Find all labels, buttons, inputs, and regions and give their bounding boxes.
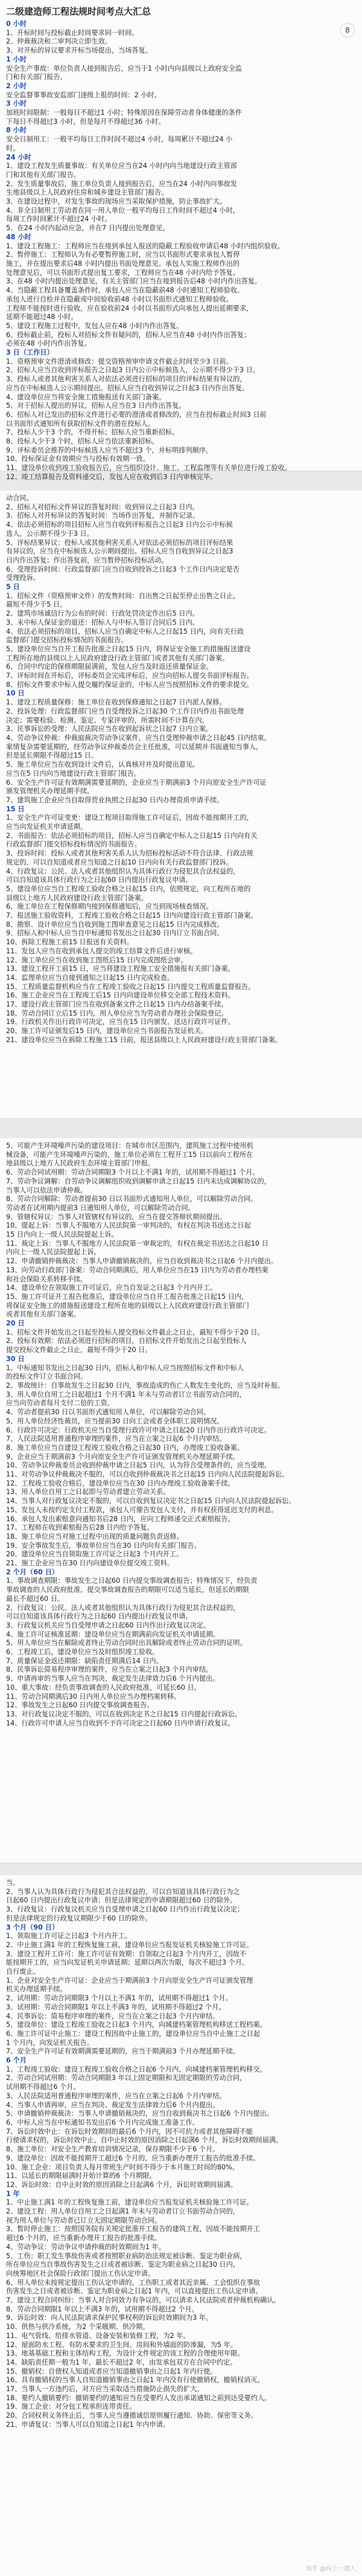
- text-line: 应当在中标候选人公示期间提出。招标人应当自收到异议之日起3 日内作出答复。: [6, 384, 249, 392]
- text-line: 生地县级以上人民政府住房和城乡建设主管部门报告。: [6, 188, 168, 197]
- text-line: 18、劳动合同订立后15 日内，用人单位应当为劳动者办理社会保险登记。: [6, 1009, 228, 1017]
- text-line: 日内作出答复；作出答复前，应当暂停招标投标活动。: [6, 556, 168, 564]
- text-line: 监督部门提交招标投标情况的书面报告。: [6, 636, 128, 645]
- text-line: 行使请求权的，诉讼时效中止。自中止时效的原因消除之日起满6 个月，诉讼时效期间届满。: [6, 2136, 283, 2145]
- page-3-lines: [6, 1142, 356, 1728]
- text-line: 16、具有撤销权的当事人自知道撤销事由之日起1 年内没有行使撤销权，撤销权消灭。: [6, 2376, 264, 2384]
- text-line: 4、建设单位应当将安全施工措施报送有关部门备案。: [6, 393, 166, 401]
- text-line: 11、劳动合同期满后30 日内用人单位应当办理档案转移。: [6, 1692, 181, 1701]
- text-line: 17、建设行政主管部门应当在收到备案文件之日起15 日内办结备案手续。: [6, 1000, 228, 1009]
- text-line: 5、在24 小时内起动应急，并在7 日内提出处理意见。: [6, 224, 170, 233]
- text-line: 最长不超过60 日。: [6, 1594, 65, 1603]
- text-line: 1、建设工程施工：工程师应当在接到承包人报送的隐蔽工程验收申请后48 小时内组织验收。: [6, 242, 285, 250]
- text-line: 5、用人单位经济性裁员，应当提前30 日向工会或者全体职工说明情况。: [6, 1417, 224, 1425]
- text-line: 1、资格预审文件澄清或修改：提交资格预审申请文件截止时间至少3 日前。: [6, 357, 233, 365]
- text-line: 3、行政复议机关应当自受理申请之日起60 日内作出行政复议决定。: [6, 1621, 211, 1629]
- text-line: 20、合同权利义务终止后，当事人应当遵循诚信原则履行通知、协助、保密等义务。: [6, 2412, 258, 2420]
- text-line: 1、安全生产许可证变更：建设工程项目取得施工许可证后，因故不能按期开工的，: [6, 814, 253, 822]
- text-line: 3、暂时停止施工：按照国务院有关规定批准开工报告的建筑工程，因故不能按期开工: [6, 2225, 261, 2233]
- text-line: 但是法律规定的行政复议期限少于60 日的除外。: [6, 1914, 152, 1922]
- text-line: 3、在建设过程中，对发生事故的现场应当采取保护措施，防止事故扩大。: [6, 198, 227, 206]
- text-line: 可以自知道该具体行政行为之日起60 日内提出行政复议申请。: [6, 1612, 192, 1621]
- text-line: 8、施工单位应当自建设工程竣工验收合格之日起30 日内，办理竣工验收备案。: [6, 1443, 244, 1452]
- text-line: 5、建设单位：建设工程竣工验收之日起3 个月内，向城建档案管理机构移送工程档案。: [6, 2021, 267, 2029]
- text-line: 最短不得少于5 日。: [6, 601, 67, 609]
- text-line: 械设备，可能产生环境噪声污染的，施工单位必须在工程开工15 日以前向工程所在: [6, 1150, 253, 1159]
- text-line: 机关办理延期手续。: [6, 1985, 67, 1994]
- text-line: 9、申请再审的当事人应当在判决、裁定发生法律效力后6 个月内提出。: [6, 1675, 220, 1683]
- section-heading: 0 小时: [6, 20, 27, 28]
- document-page-3: [0, 1138, 362, 1863]
- text-line: 11、电气管线、给排水管道、设备安装和装修工程，为2 年。: [6, 2331, 190, 2340]
- text-line: 10、施工企业：项目负责人每月带班生产时间不得少于本月施工时间的80%。: [6, 2163, 239, 2171]
- text-line: 延期不能超过48 小时。: [6, 313, 78, 321]
- text-line: 7、质量保证金返还期限：缺陷责任期满后14 日内。: [6, 1657, 163, 1665]
- text-line: 12、竣工结算报告及资料递交后，发包人应在收到后3 日内审核完毕。: [6, 472, 217, 481]
- section-heading: 15 日: [6, 805, 25, 813]
- text-line: 9、诉讼时效：向人民法院请求保护民事权利的诉讼时效期间为3 年。: [6, 2314, 213, 2322]
- text-line: 有异议的，应当在中标候选人公示期间提出。招标人应当自收到异议之日起3: [6, 547, 233, 556]
- text-line: 3、民事诉讼的受理：人民法院应当在收到起诉状之日起7 日内立案。: [6, 725, 213, 733]
- page-1-lines: [6, 20, 356, 482]
- text-line: 21、施工企业应当在30 日内向建设单位提交竣工资料。: [6, 1559, 174, 1568]
- text-line: 颁发管理机关办理延期手续。: [6, 787, 94, 796]
- text-line: 8、勘察、设计单位应当自收到施工图审查意见之日起15 日内完成修改。: [6, 920, 224, 929]
- text-line: 工程师不能按时进行验收，应在验收前24 小时以书面形式向承包人提出延期要求，: [6, 304, 253, 312]
- text-line: 11、对劳动争议仲裁裁决不服的，可以自收到仲裁裁决书之日起15 日内向人民法院提起诉讼。: [6, 1470, 289, 1479]
- text-line: 地县级以上地方人民政府生态环境主管部门申报。: [6, 1159, 155, 1168]
- page-number-badge[interactable]: 8: [340, 23, 355, 37]
- text-line: 时。: [6, 144, 20, 152]
- text-line: 11、以延长的期限届满时开始计算的6 个月期限。: [6, 2172, 156, 2180]
- text-line: 3、投诉时间：投标人或者其他利害关系人认为招标投标活动不符合法律、行政法规: [6, 849, 253, 858]
- text-line: 当。: [6, 1879, 20, 1887]
- section-heading: 1 小时: [6, 55, 27, 63]
- text-line: 必须在48 小时内作出答复。: [6, 340, 91, 348]
- text-line: 3、行政复议：行政复议机关应当自受理申请之日起60 日内作出行政复议决定；: [6, 1905, 244, 1914]
- text-line: 2、劳动合同试用期：劳动合同期限3 年以上固定期限和无固定期限的劳动合同，: [6, 2074, 247, 2082]
- text-line: 7、报送施工验收资料，工程竣工验收合格之日起15 日内向建设行政主管部门备案。: [6, 912, 258, 920]
- text-line: 8、民事诉讼简易程序审理的案件，应当在立案之日起3 个月内审结。: [6, 1666, 213, 1674]
- text-line: 12、申请撤销仲裁裁决：当事人申请撤销裁决的，应当自收到裁决书之日起6 个月内提出。: [6, 1257, 278, 1266]
- text-line: 2、建设工程：用人单位自用工之日起满1 年未与劳动者订立书面劳动合同的，: [6, 2207, 240, 2216]
- text-line: 7、诉讼时效中止：在诉讼时效期间的最后6 个月内，因不可抗力或者其他障碍不能: [6, 2127, 253, 2136]
- text-line: 2、发生质量事故后，施工单位负责人接到报告后，应当在24 小时内向事故发: [6, 179, 237, 188]
- text-line: 1、招标文件（资格预审文件）的发售时间：自出售之日起至停止出售之日止，: [6, 591, 240, 600]
- document-page-4: [0, 1875, 362, 2576]
- text-line: 11、建设单位收到竣工验收报告后，应当组织设计、施工、工程监理等有关单位进行竣工验收。: [6, 464, 291, 472]
- text-line: 和社会保险关系转移手续。: [6, 1275, 87, 1283]
- text-line: 2、中止施工满1 年的工程恢复施工前，建设单位应当报发证机关核验施工许可证。: [6, 1940, 253, 1949]
- text-line: 3、在48 小时内提出处理意见，有关主管部门应当在接到报告后48 小时内作出答复。: [6, 277, 262, 286]
- text-line: 21、建设单位应当在拆除工程施工15 日前，报送县级以上人民政府建设行政主管部门备案。: [6, 1035, 282, 1044]
- text-line: 12、事故发生之日起60 日内提交事故调查报告。: [6, 1701, 154, 1710]
- text-line: 20、施工许可证颁发后15 日内，建设单位应当书面报告发证机关。: [6, 1027, 208, 1035]
- text-line: 事故调查的人民政府批准，提交事故调查报告的期限可以适当延长，但延长的期限: [6, 1586, 249, 1594]
- text-line: 11、裁定上诉：当事人不服地方人民法院第一审裁定的，有权在裁定书送达之日起10 日: [6, 1239, 268, 1248]
- text-line: 14、行政许可申请人应当自收到不予许可决定之日起60 日内申请行政复议。: [6, 1719, 235, 1727]
- text-line: 2、行政复议：公民、法人或者其他组织认为具体行政行为侵犯其合法权益的，: [6, 1603, 240, 1612]
- text-line: 10、投标保证金有效期应当与投标有效期一致。: [6, 455, 150, 463]
- text-line: 劳动者在试用期内提前3 日通知用人单位，可以解除劳动合同。: [6, 1203, 195, 1212]
- text-line: 动合同。: [6, 494, 33, 502]
- text-line: 4、当隐蔽工程具备覆盖条件时，承包人应当在隐蔽前48 小时通知工程师验收。: [6, 286, 244, 295]
- text-line: 内向上一级人民法院提起上诉。: [6, 1248, 101, 1257]
- text-line: 7、评标时间在开标后，评标委员会完成评标后，应当向招标人提交书面评标报告。: [6, 672, 253, 680]
- text-line: 4、当事人申请再审，应当在判决、裁定发生法律效力后6 个月内提出。: [6, 2101, 220, 2109]
- section-heading: 2 小时: [6, 82, 27, 90]
- text-line: 3、用人单位自用工之日起超过1 个月不满1 年未与劳动者订立书面劳动合同的，: [6, 1390, 246, 1399]
- text-line: 2、招标人对招标文件异议的答复时间：收到异议之日起3 日内。: [6, 503, 199, 511]
- section-heading: 2 个月（60 日）: [6, 1568, 59, 1576]
- text-line: 19、施工企业：对分包工程承担连带责任。: [6, 2403, 136, 2411]
- text-line: 3、对开标的异议要求开标当场提出，当场答复。: [6, 47, 153, 55]
- text-line: 18、施工单位应当对施工过程中出现的质量问题负责返修。: [6, 1532, 183, 1541]
- text-line: 10、供热与供冷系统，为2 个采暖期、供冷期。: [6, 2323, 150, 2331]
- text-line: 5、用人单位应当在解除或者终止劳动合同时出具解除或者终止劳动合同的证明。: [6, 1639, 247, 1647]
- text-line: 2、投标有效期：依法必须进行招标的项目，自招标文件开始发出之日起至投标人: [6, 1337, 247, 1345]
- text-line: 5、建设单位应当自开工报告批准之日起15 日内，将保证安全施工的措施报送建设: [6, 645, 251, 653]
- page-2-lines: [6, 494, 356, 1045]
- text-line: 6、安全生产许可证有效期满需要延期的，企业应当于期满前3 个月向原安全生产许可证: [6, 778, 267, 787]
- text-line: 每周工作时间累计不超过24 小时。: [6, 215, 112, 224]
- text-line: 12、诉讼时效：自中止时效的原因消除之日起满6 个月，诉讼时效期间届满。: [6, 2180, 237, 2189]
- document-page-2: [0, 491, 362, 1119]
- text-line: 13、对行政复议决定不服的，可以在收到决定书之日起15 日内提起行政诉讼。: [6, 1710, 242, 1718]
- text-line: 4、行政复议：公民、法人或者其他组织认为具体行政行为侵犯其合法权益的，: [6, 867, 240, 875]
- text-line: 16、承包人发出索赔意向通知书后28 日内，应向工程师递交正式索赔报告。: [6, 1515, 235, 1523]
- text-line: 下每日不得超过3 小时，但是每月不得超过36 小时。: [6, 117, 165, 126]
- text-line: 1 个月内，向发证机关报告。: [6, 2038, 94, 2047]
- text-line: 加班时间限制：一般每日不超过1 小时；特殊原因在保障劳动者身体健康的条件: [6, 109, 243, 117]
- text-line: 2、仲裁裁决和二审判决立即生效。: [6, 37, 112, 46]
- text-line: 6、投标截止前，投标人对招标文件有疑问的，招标人应当在48 小时内作出答复；: [6, 330, 251, 339]
- text-line: 4、施工许可证核准延期：建设单位应当在期满前向发证机关申请延期。: [6, 1630, 220, 1638]
- text-line: 案情复杂需要延期的，经劳动争议仲裁委员会主任批准，可以延期并书面通知当事人，: [6, 742, 263, 751]
- text-line: 8、投标人少于3 个时，招标人应当依法重新招标。: [6, 437, 159, 446]
- text-line: 5、工伤：职工发生事故伤害或者按照职业病防治法规定被诊断、鉴定为职业病，: [6, 2252, 247, 2260]
- text-line: 应当在5 日内向当地建设行政主管部门报告。: [6, 769, 141, 778]
- text-line: 17、当事人一方违约后，对方应当采取适当措施防止损失的扩大。: [6, 2385, 204, 2394]
- text-line: 6、施工许可证中止施工：建设工程因故中止施工的，建设单位应当自中止施工之日起: [6, 2029, 261, 2038]
- text-line: 18、要约人撤销要约：撤销要约的通知应当在受要约人发出承诺通知之前到达受要约人。: [6, 2394, 272, 2402]
- text-line: 7、建设工程合同纠纷：当事人对合同效力有争议的，可以请求人民法院或者仲裁机构确认。: [6, 2296, 281, 2305]
- text-line: 4、民事诉讼：简易程序审理的案件，应当在立案之日起3 个月内审结。: [6, 2012, 220, 2020]
- text-line: 14、当事人对行政复议决定不服的，可以自收到复议决定书之日起15 日内向人民法院提起诉讼。: [6, 1497, 296, 1505]
- text-line: 1、中标通知书发出之日起30 日内，招标人和中标人应当按照招标文件和中标人: [6, 1364, 244, 1372]
- text-line: 10、拆除工程施工前15 日报送有关资料。: [6, 938, 134, 947]
- text-line: 13、用人单位自用工之日起即与劳动者建立劳动关系。: [6, 1488, 170, 1496]
- text-line: 5、建设单位应当自工程竣工验收合格之日起15 日内，依照规定，向工程所在地的: [6, 884, 251, 893]
- text-line: 1、建设工程质量保修：施工单位在收到保修通知之日起7 日内派人保修。: [6, 698, 226, 707]
- text-line: 13、地基基础工程和主体结构工程，为设计文件规定的该工程的合理使用年限。: [6, 2349, 244, 2358]
- text-line: 9、企业应当于期满前3 个月向原安全生产许可证颁发管理机关办理延期手续。: [6, 1452, 240, 1461]
- text-line: 自行废止。: [6, 1968, 40, 1976]
- text-line: 2、书面报告：依法必须招标的项目，招标人应当自确定中标人之日起15 日内向有关: [6, 831, 258, 840]
- text-line: 5、评标结果异议：投标人或其他利害关系人对依法必须招标的项目评标结果: [6, 538, 233, 547]
- text-line: 9、招标人和中标人应当自中标通知书发出之日起30 日内订立书面合同。: [6, 929, 224, 938]
- text-line: 7、安全生产许可证有效期满需要延期的，应当于期满前3 个月办理延期手续。: [6, 2047, 240, 2056]
- text-line: 4、劳动争议：劳动争议申请仲裁的时效期间为1 年。: [6, 2243, 165, 2251]
- text-line: 9、管辖权异议：当事人对管辖权有异议的，应当在提交答辩状期间提出。: [6, 1212, 227, 1221]
- text-line: 12、屋面防水工程、有防水要求的卫生间、房间和外墙面的防渗漏，为5 年。: [6, 2340, 237, 2349]
- text-line: 县级以上地方人民政府建设行政主管部门备案。: [6, 894, 148, 902]
- text-line: 8、劳动合同解除：劳动者提前30 日以书面形式通知用人单位，可以解除劳动合同。: [6, 1195, 258, 1203]
- text-line: 1、事故调查期限：事故发生之日起60 日内提交事故调查报告；特殊情况下，经负责: [6, 1577, 258, 1585]
- text-line: 3、建设工程开工许可：施工许可证有效期：自领取之日起3 个月内开工，因故不: [6, 1950, 247, 1958]
- text-line: 超过6 个月的，应当重新办理开工报告的批准手续。: [6, 2234, 161, 2243]
- text-line: 安全监督事事故安监部门逐级上报的时间：2 小时。: [6, 91, 161, 99]
- text-line: 门和有关部门报告。: [6, 73, 67, 82]
- text-line: 5、对于招标人提出的异议，招标人应当在3 日内作出答复。: [6, 402, 186, 410]
- text-line: 3、试用期：劳动合同期限1 年以上不满3 年的，试用期不得超过2 个月。: [6, 2003, 226, 2011]
- text-line: 4、劳动者提前30 日以书面形式通知用人单位，可以解除劳动合同。: [6, 1408, 211, 1417]
- text-line: 2、招标人应当自收到评标报告之日起3 日内公示中标候选人，公示期不得少于3 日。: [6, 366, 260, 375]
- section-heading: 6 个月: [6, 2056, 27, 2065]
- text-line: 6、用人单位未按规定提出工伤认定申请的，工伤职工或者其近亲属、工会组织在事故: [6, 2278, 261, 2287]
- text-line: 以书面形式通知所有获取招标文件的潜在投标人。: [6, 419, 155, 428]
- text-line: 受理投诉。: [6, 574, 40, 582]
- text-line: 21、申请复议：当事人可以自知道之日起1 年内申请。: [6, 2420, 170, 2429]
- text-line: 门和其他有关部门报告。: [6, 170, 81, 179]
- text-line: 能按期开工的，应当向发证机关申请延期；延期以两次为限，每次不超过3 个月。: [6, 1959, 249, 1967]
- text-line: 可以自知道该具体行政行为之日起60 日内提出行政复议申请。: [6, 876, 192, 884]
- text-line: 或者其他有关部门备案。: [6, 1310, 81, 1319]
- section-heading: 5 日: [6, 583, 20, 591]
- text-line: 2、事故统计：自事故发生之日起30 日内，事故造成的伤亡人数发生变化的，应当及时补报。: [6, 1381, 285, 1389]
- text-line: 5、施工单位应当在收到设计文件后，认真核对并及时提出意见。: [6, 761, 200, 769]
- text-line: 应当向劳动者每月支付二倍的工资。: [6, 1399, 115, 1408]
- text-line: 4、非全日制用工劳动者在同一用人单位一般平均每日工作时间不超过4 小时，: [6, 206, 240, 214]
- text-line: 8、施工单位：对安全生产教育培训情况记录，保存期限不少于6 个月。: [6, 2145, 220, 2154]
- text-line: 当事人可以依法申请仲裁。: [6, 1186, 87, 1194]
- text-line: 6、工程竣工后，建设单位应当及时组织竣工验收。: [6, 1648, 159, 1657]
- text-line: 15、撤销权：自债权人知道或者应当知道撤销事由之日起1 年内行使。: [6, 2367, 217, 2375]
- text-line: 选人，公示期不得少于3 日。: [6, 529, 94, 538]
- text-line: 4、依法必须招标的项目，招标人应当自确定中标人之日起15 日内，向有关行政: [6, 627, 244, 636]
- text-line: 试用期不得超过6 个月。: [6, 2083, 80, 2091]
- section-heading: 3 个月（90 日）: [6, 1923, 59, 1931]
- text-line: 7、人民法院适用普通程序审理的案件，应当在立案之日起6 个月内审结。: [6, 1435, 226, 1443]
- text-line: 5、申请撤销仲裁裁决：当事人申请撤销裁决的，应当自收到裁决书之日起6 个月内提出。: [6, 2110, 273, 2118]
- text-line: 8、劳动合同期限1 年以上不满3 年的，试用期不得超过2 个月。: [6, 2305, 198, 2313]
- text-line: 行政监督部门提交招标投标情况的书面报告。: [6, 840, 141, 849]
- text-line: 2、当事人认为具体行政行为侵犯其合法权益的，可以自知道该具体行政行为之: [6, 1887, 240, 1896]
- section-heading: 30 日: [6, 1354, 25, 1363]
- text-line: 13、向劳动行政部门备案：劳动合同期满后，用人单位应当在15 日内为劳动者办理档案: [6, 1266, 268, 1274]
- text-line: 10、重大事故：经负责事故调查的人民政府批准，可延长60 日。: [6, 1683, 201, 1692]
- text-line: 5、建设工程施工过程中，发包人应在48 小时内作出答复。: [6, 321, 183, 330]
- text-line: 9、建设单位：因故不能按期开工超过6 个月的，应当重新办理开工报告的批准手续。: [6, 2154, 260, 2162]
- text-line: 安全生产事故：单位负责人接到报告后，应当于1 小时内向县级以上政府安全监: [6, 64, 243, 72]
- text-line: 6、合同中约定的保修期限届满前，发包人应当及时返还质量保证金。: [6, 663, 213, 671]
- text-line: 15、发包人未按约定支付工程款，承包人可催告发包人支付，并有权获得延迟支付的利息。: [6, 1505, 278, 1514]
- text-line: 应当向发证机关申请延期。: [6, 823, 87, 831]
- text-line: 所在单位应当自事故伤害发生之日或者被诊断、鉴定为职业病之日起30 日内，: [6, 2261, 240, 2269]
- page-4-lines: [6, 1879, 356, 2430]
- text-line: 4、劳动争议仲裁：仲裁庭裁决劳动争议案件，应当自受理仲裁申请之日起45 日内结束。: [6, 733, 271, 742]
- text-line: 2、建筑市场诚信行为公布的时间：行政处罚决定作出后5 日内。: [6, 610, 199, 618]
- text-line: 1、招标文件开始发出之日起至投标人提交投标文件截止之日止，最短不得少于20 日。: [6, 1328, 264, 1336]
- text-line: 16、施工企业应当在工程竣工后15 日内向建设单位移交全部工程技术资料。: [6, 991, 235, 1000]
- text-line: 3、投标人或者其他利害关系人对依法必须进行招标的项目的评标结果有异议的，: [6, 375, 247, 384]
- text-line: 1、工程竣工验收：建设工程竣工验收合格之日起6 个月内，向城建档案管理机构移交。: [6, 2065, 267, 2073]
- text-line: 1、中止施工满1 年的工程恢复施工前，建设单位应当报发证机关核验施工许可证。: [6, 2198, 253, 2207]
- text-line: 10、提起上诉：当事人不服地方人民法院第一审判决的，有权在判决书送达之日起: [6, 1222, 251, 1230]
- text-line: 13、建设工程开工前15 日，应当将建设工程施工安全措施报有关部门备案。: [6, 965, 235, 973]
- text-line: 6、受理投诉时间：行政监督部门应当自收到投诉之日起3 个工作日内决定是否: [6, 565, 240, 573]
- text-line: 但是延长期限不得超过15 日。: [6, 752, 98, 760]
- text-line: 15 日内向上一级人民法院提起上诉。: [6, 1231, 118, 1239]
- text-line: 19、安全事故发生后，事故单位应当在30 日内向有关部门报告。: [6, 1541, 201, 1550]
- text-line: 安全日制用工：一般平均每日工作时间不超过4 小时，每周累计不超过24 小: [6, 135, 233, 144]
- section-heading: 8 小时: [6, 126, 27, 135]
- text-line: 14、监理单位应当自接到通知之日起15 日内完成检查。: [6, 973, 174, 982]
- text-line: 12、施工单位应当在收到施工图纸后15 日内完成图纸会审。: [6, 956, 188, 964]
- text-line: 6、劳动合同试用期：劳动合同期限3 个月以上不满1 年的，试用期不得超过1 个月。: [6, 1168, 259, 1177]
- section-heading: 24 小时: [6, 153, 31, 161]
- document-page-1: [0, 0, 362, 481]
- text-line: 视为用人单位与劳动者已订立无固定期限劳动合同。: [6, 2216, 162, 2224]
- text-line: 1、领取施工许可证之日起3 个月内开工。: [6, 1932, 132, 1940]
- text-line: 的投标文件订立书面合同。: [6, 1373, 87, 1381]
- text-line: 6、施工单位在工程保修期内接到保修通知后，应当到现场核查情况。: [6, 903, 213, 911]
- document-title: 二级建造师工程法规时间考点大汇总: [6, 6, 151, 17]
- text-line: 承包人进行自检并在隐蔽或中间验收前48 小时以书面形式通知工程师验收。: [6, 295, 233, 303]
- text-line: 7、建筑施工企业应当自取得营业执照之日起30 日内办理资质申请手续。: [6, 796, 224, 804]
- text-line: 2、试用期：劳动合同期限3 个月以上不满1 年的，试用期不得超过1 个月。: [6, 1994, 232, 2003]
- text-line: 4、依法必须招标的项目招标人应当自收到评标报告之日起3 日内公示中标候: [6, 521, 233, 529]
- watermark: 知乎 @向上一建人: [305, 2566, 356, 2572]
- text-line: 决定；需要检验、检测、鉴定、专家评审的，所需时间不计算在内。: [6, 716, 209, 724]
- text-line: 规定的，可以自知道或者应当知道之日起10 日内向有关行政监督部门投诉。: [6, 858, 233, 866]
- section-heading: 20 日: [6, 1319, 25, 1328]
- text-line: 1、开标时间与投标截止时间要求同一时间。: [6, 28, 139, 37]
- text-line: 1、建设工程发生质量事故：有关单位应当在24 小时内向当地建设行政主管部: [6, 162, 237, 170]
- text-line: 1、企业对安全生产许可证：企业应当于期满前3 个月向原安全生产许可证颁发管理: [6, 1976, 253, 1985]
- text-line: 12、工程竣工验收合格后，建设单位应当在30 日内办理竣工验收备案手续。: [6, 1479, 235, 1487]
- text-line: 向统筹地区社会保险行政部门提出工伤认定申请。: [6, 2269, 155, 2278]
- text-line: 3、未中标人保证金的退还：招标人与中标人签订合同后5 日内。: [6, 618, 199, 626]
- text-line: 6、行政许可决定：行政机关应当自受理行政许可申请之日起20 日内作出行政许可决定。: [6, 1426, 271, 1434]
- text-line: 3、人民法院适用普通程序审理的案件，应当在立案之日起6 个月内审结。: [6, 2091, 226, 2100]
- text-line: 7、劳动争议调解：自劳动争议调解组织收到调解申请之日起15 日内未达成调解协议的，: [6, 1177, 271, 1185]
- section-heading: 48 小时: [6, 233, 31, 241]
- text-line: 3、招标人对开标异议的答复时间：当场作出答复，并制作记录。: [6, 512, 200, 520]
- text-line: 14、建设单位在领取施工许可证后，应当自发证之日起3 个月内开工。: [6, 1284, 217, 1292]
- section-heading: 10 日: [6, 689, 25, 698]
- text-line: 19、行政机关作出行政许可决定，应当在15 日内颁发、送达行政许可证件。: [6, 1018, 235, 1026]
- text-line: 20、建设单位应当自领取施工许可证之日起3 个月内开工。: [6, 1550, 183, 1559]
- text-line: 将保证安全施工的措施报送建设工程所在地的县级以上人民政府建设行政主管部门: [6, 1301, 249, 1310]
- text-line: 提交投标文件截止之日止，最短不得少于20 日。: [6, 1346, 152, 1354]
- text-line: 11、发包人应当在收到承包人提交的竣工结算文件后进行审核。: [6, 947, 197, 955]
- text-line: 处理意见后，可以书面形式提出复工要求，工程师应当在48 小时内给予答复。: [6, 268, 240, 277]
- text-line: 日起60 日内提出行政复议申请；但是法律规定的申请期限超过60 日的除外。: [6, 1896, 237, 1905]
- section-heading: 1 年: [6, 2189, 20, 2198]
- text-line: 10、劳动争议仲裁委员会收到仲裁申请之日起5 日内，认为符合受理条件的，应当受理。: [6, 1461, 271, 1470]
- text-line: 17、工程师在收到索赔报告后28 日内给予答复。: [6, 1524, 154, 1532]
- text-line: 7、投标人少于3 个的，不得开标；招标人应当重新招标。: [6, 428, 179, 437]
- section-heading: 3 小时: [6, 100, 27, 108]
- text-line: 14、缺陷责任期一般为1 年，最长不超过2 年，由发承包双方在合同中约定。: [6, 2358, 237, 2366]
- text-line: 9、评标委员会推荐的中标候选人应当不超过3 个，并标明排列顺序。: [6, 446, 213, 454]
- text-line: 6、招标人对已发出的招标文件进行必要的澄清或者修改的，应当在投标截止时间3 日前: [6, 410, 267, 419]
- text-line: 施工，并在提出要求后48 小时内提出书面处理意见。承包人实施工程师作出的: [6, 259, 240, 268]
- text-line: 2、暂停施工：工程师认为有必要暂停施工时，应当以书面形式要求承包人暂停: [6, 251, 240, 259]
- text-line: 15、施工许可证开工报告批准后，建设单位应当自开工报告批准之日起15 日内，: [6, 1292, 249, 1301]
- section-heading: 3 日（工作日）: [6, 349, 54, 357]
- text-line: 伤害发生之日或者被诊断、鉴定为职业病之日起1 年内，可以直接提出工伤认定申请。: [6, 2287, 262, 2296]
- text-line: 5、可能产生环境噪声污染的建设项目：在城市市区范围内，建筑施工过程中使用机: [6, 1142, 253, 1150]
- text-line: 15、工程质量监督机构应当在工程竣工验收之日起15 日内提交工程质量监督报告。: [6, 982, 255, 991]
- text-line: 8、招标文件要求中标人提交履约保证金的，中标人应当按照招标文件的要求提交。: [6, 680, 253, 689]
- text-line: 6、中标人应当在中标通知书发出后6 个月内完成施工准备工作。: [6, 2118, 199, 2127]
- text-line: 工程所在地的县级以上人民政府建设行政主管部门或者其他有关部门备案。: [6, 654, 229, 662]
- text-line: 2、投诉处理：行政监督部门应当自受理投诉之日起30 个工作日内作出书面处理: [6, 707, 244, 715]
